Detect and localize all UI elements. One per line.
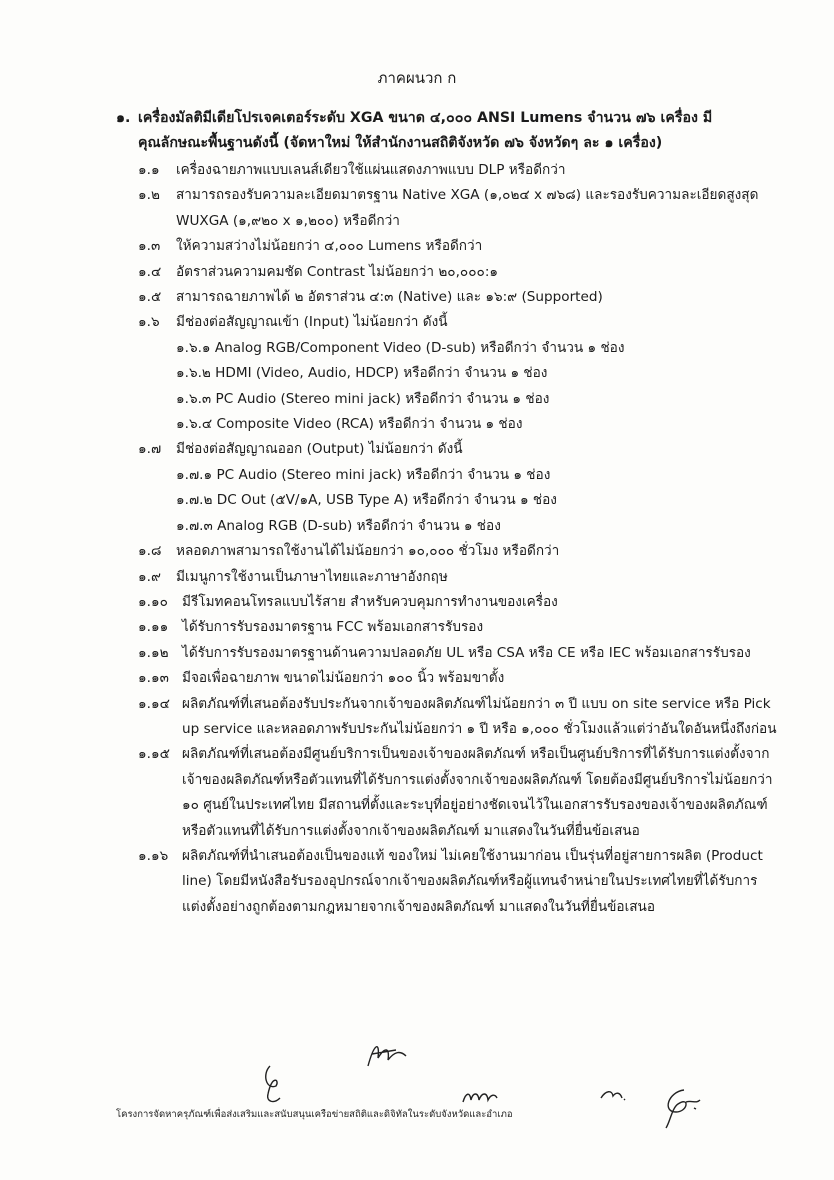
spec-item-number: ๑.๑๑	[138, 619, 169, 636]
signature-3	[460, 1086, 500, 1108]
spec-subitem: ๑.๗.๑ PC Audio (Stereo mini jack) หรือดีกว่า จำนวน ๑ ช่อง	[176, 466, 551, 483]
spec-item-text: ผลิตภัณฑ์ที่นำเสนอต้องเป็นของแท้ ของใหม่ ไม่เคยใช้งานมาก่อน เป็นรุ่นที่อยู่สายการผลิต (Product line) โดยมีหนังสือรับรองอุปกรณ์จากเจ้าของผลิตภัณฑ์หรือผู้แทนจำหน่ายในประเทศไทยที่ได้รับการแต่งตั้งอย่างถูกต้องตามกฎหมายจากเจ้าของผลิตภัณฑ์ มาแสดงในวันที่ยื่นข้อเสนอ	[182, 847, 763, 915]
spec-item-text: ให้ความสว่างไม่น้อยกว่า ๔,๐๐๐ Lumens หรือดีกว่า	[176, 238, 483, 255]
spec-item	[138, 590, 778, 615]
spec-item-number: ๑.๑๖	[138, 847, 169, 864]
spec-item	[138, 641, 778, 666]
signature-5	[648, 1082, 708, 1132]
spec-list	[138, 158, 778, 920]
spec-item-text: อัตราส่วนความคมชัด Contrast ไม่น้อยกว่า ๒๐,๐๐๐:๑	[176, 263, 499, 280]
spec-item-number: ๑.๘	[138, 543, 162, 560]
main-item-text: เครื่องมัลติมีเดียโปรเจคเตอร์ระดับ XGA ขนาด ๔,๐๐๐ ANSI Lumens จำนวน ๗๖ เครื่อง มีคุณลักษณะพื้นฐานดังนี้ (จัดหาใหม่ ให้สำนักงานสถิติจังหวัด ๗๖ จังหวัดๆ ละ ๑ เครื่อง)	[138, 110, 713, 152]
main-item	[116, 106, 766, 157]
spec-item-text: ได้รับการรับรองมาตรฐานด้านความปลอดภัย UL หรือ CSA หรือ CE หรือ IEC พร้อมเอกสารรับรอง	[182, 644, 751, 661]
spec-item	[138, 565, 778, 590]
spec-subitem: ๑.๖.๔ Composite Video (RCA) หรือดีกว่า จำนวน ๑ ช่อง	[176, 416, 523, 433]
spec-item-text: หลอดภาพสามารถใช้งานได้ไม่น้อยกว่า ๑๐,๐๐๐ ชั่วโมง หรือดีกว่า	[176, 543, 560, 560]
spec-item-number: ๑.๖	[138, 314, 160, 331]
footer-text: โครงการจัดหาครุภัณฑ์เพื่อส่งเสริมและสนับสนุนเครือข่ายสถิติและดิจิทัลในระดับจังหวัดและอำเภอ	[116, 1109, 513, 1120]
spec-item-number: ๑.๑๕	[138, 746, 170, 763]
spec-item-text: ผลิตภัณฑ์ที่เสนอต้องมีศูนย์บริการเป็นของเจ้าของผลิตภัณฑ์ หรือเป็นศูนย์บริการที่ได้รับการแต่งตั้งจากเจ้าของผลิตภัณฑ์หรือตัวแทนที่ได้รับการแต่งตั้งจากเจ้าของผลิตภัณฑ์ โดยต้องมีศูนย์บริการไม่น้อยกว่า ๑๐ ศูนย์ในประเทศไทย มีสถานที่ตั้งและระบุที่อยู่อย่างชัดเจนไว้ในเอกสารรับรองของเจ้าของผลิตภัณฑ์หรือตัวแทนที่ได้รับการแต่งตั้งจากเจ้าของผลิตภัณฑ์ มาแสดงในวันที่ยื่นข้อเสนอ	[182, 746, 773, 839]
spec-subitem: ๑.๖.๓ PC Audio (Stereo mini jack) หรือดีกว่า จำนวน ๑ ช่อง	[176, 390, 550, 407]
spec-item-number: ๑.๓	[138, 238, 161, 255]
spec-item-number: ๑.๑๒	[138, 644, 169, 661]
spec-item-text: มีรีโมทคอนโทรลแบบไร้สาย สำหรับควบคุมการทำงานของเครื่อง	[182, 593, 558, 610]
spec-item	[138, 234, 778, 259]
spec-item	[138, 692, 778, 743]
spec-item-number: ๑.๑๔	[138, 695, 170, 712]
spec-item	[138, 285, 778, 310]
spec-item-text: ได้รับการรับรองมาตรฐาน FCC พร้อมเอกสารรับรอง	[182, 619, 484, 636]
signature-1	[362, 1036, 412, 1076]
spec-item-number: ๑.๗	[138, 441, 162, 458]
spec-item	[138, 539, 778, 564]
spec-item	[138, 844, 778, 920]
spec-subitem: ๑.๗.๓ Analog RGB (D-sub) หรือดีกว่า จำนวน ๑ ช่อง	[176, 517, 501, 534]
spec-item-number: ๑.๙	[138, 568, 161, 585]
spec-item-text: เครื่องฉายภาพแบบเลนส์เดียวใช้แผ่นแสดงภาพแบบ DLP หรือดีกว่า	[176, 162, 566, 178]
spec-item-text: สามารถรองรับความละเอียดมาตรฐาน Native XGA (๑,๐๒๔ x ๗๖๘) และรองรับความละเอียดสูงสุด WUXGA (๑,๙๒๐ x ๑,๒๐๐) หรือดีกว่า	[176, 187, 759, 229]
spec-item-text: ผลิตภัณฑ์ที่เสนอต้องรับประกันจากเจ้าของผลิตภัณฑ์ไม่น้อยกว่า ๓ ปี แบบ on site service หรือ Pick up service และหลอดภาพรับประกันไม่น้อยกว่า ๑ ปี หรือ ๑,๐๐๐ ชั่วโมงแล้วแต่ว่าอันใดอันหนึ่งถึงก่อน	[182, 695, 777, 737]
spec-item	[138, 615, 778, 640]
spec-item-text: มีจอเพื่อฉายภาพ ขนาดไม่น้อยกว่า ๑๐๐ นิ้ว พร้อมขาตั้ง	[182, 670, 505, 687]
spec-item-number: ๑.๑	[138, 162, 160, 178]
spec-item-text: มีช่องต่อสัญญาณเข้า (Input) ไม่น้อยกว่า ดังนี้	[176, 314, 448, 331]
spec-item-text: มีช่องต่อสัญญาณออก (Output) ไม่น้อยกว่า ดังนี้	[176, 441, 463, 458]
spec-subitem: ๑.๗.๒ DC Out (๕V/๑A, USB Type A) หรือดีกว่า จำนวน ๑ ช่อง	[176, 492, 557, 509]
spec-item	[138, 183, 778, 234]
spec-item	[138, 260, 778, 285]
spec-item-number: ๑.๒	[138, 187, 160, 204]
spec-item-number: ๑.๑๓	[138, 670, 169, 687]
signature-2	[258, 1060, 288, 1110]
spec-item-number: ๑.๕	[138, 289, 162, 306]
spec-item	[138, 437, 778, 462]
spec-item-number: ๑.๑๐	[138, 593, 168, 610]
spec-item-number: ๑.๔	[138, 263, 162, 280]
page-title: ภาคผนวก ก	[377, 69, 457, 87]
signature-4	[598, 1086, 628, 1104]
spec-subitem: ๑.๖.๑ Analog RGB/Component Video (D-sub) หรือดีกว่า จำนวน ๑ ช่อง	[176, 339, 625, 356]
spec-item	[138, 742, 778, 844]
spec-item-text: มีเมนูการใช้งานเป็นภาษาไทยและภาษาอังกฤษ	[176, 568, 448, 585]
main-item-number: ๑.	[116, 110, 131, 126]
spec-item	[138, 666, 778, 691]
spec-item-text: สามารถฉายภาพได้ ๒ อัตราส่วน ๔:๓ (Native) และ ๑๖:๙ (Supported)	[176, 289, 603, 306]
spec-item	[138, 310, 778, 335]
spec-subitem: ๑.๖.๒ HDMI (Video, Audio, HDCP) หรือดีกว่า จำนวน ๑ ช่อง	[176, 365, 548, 382]
spec-item	[138, 158, 778, 183]
